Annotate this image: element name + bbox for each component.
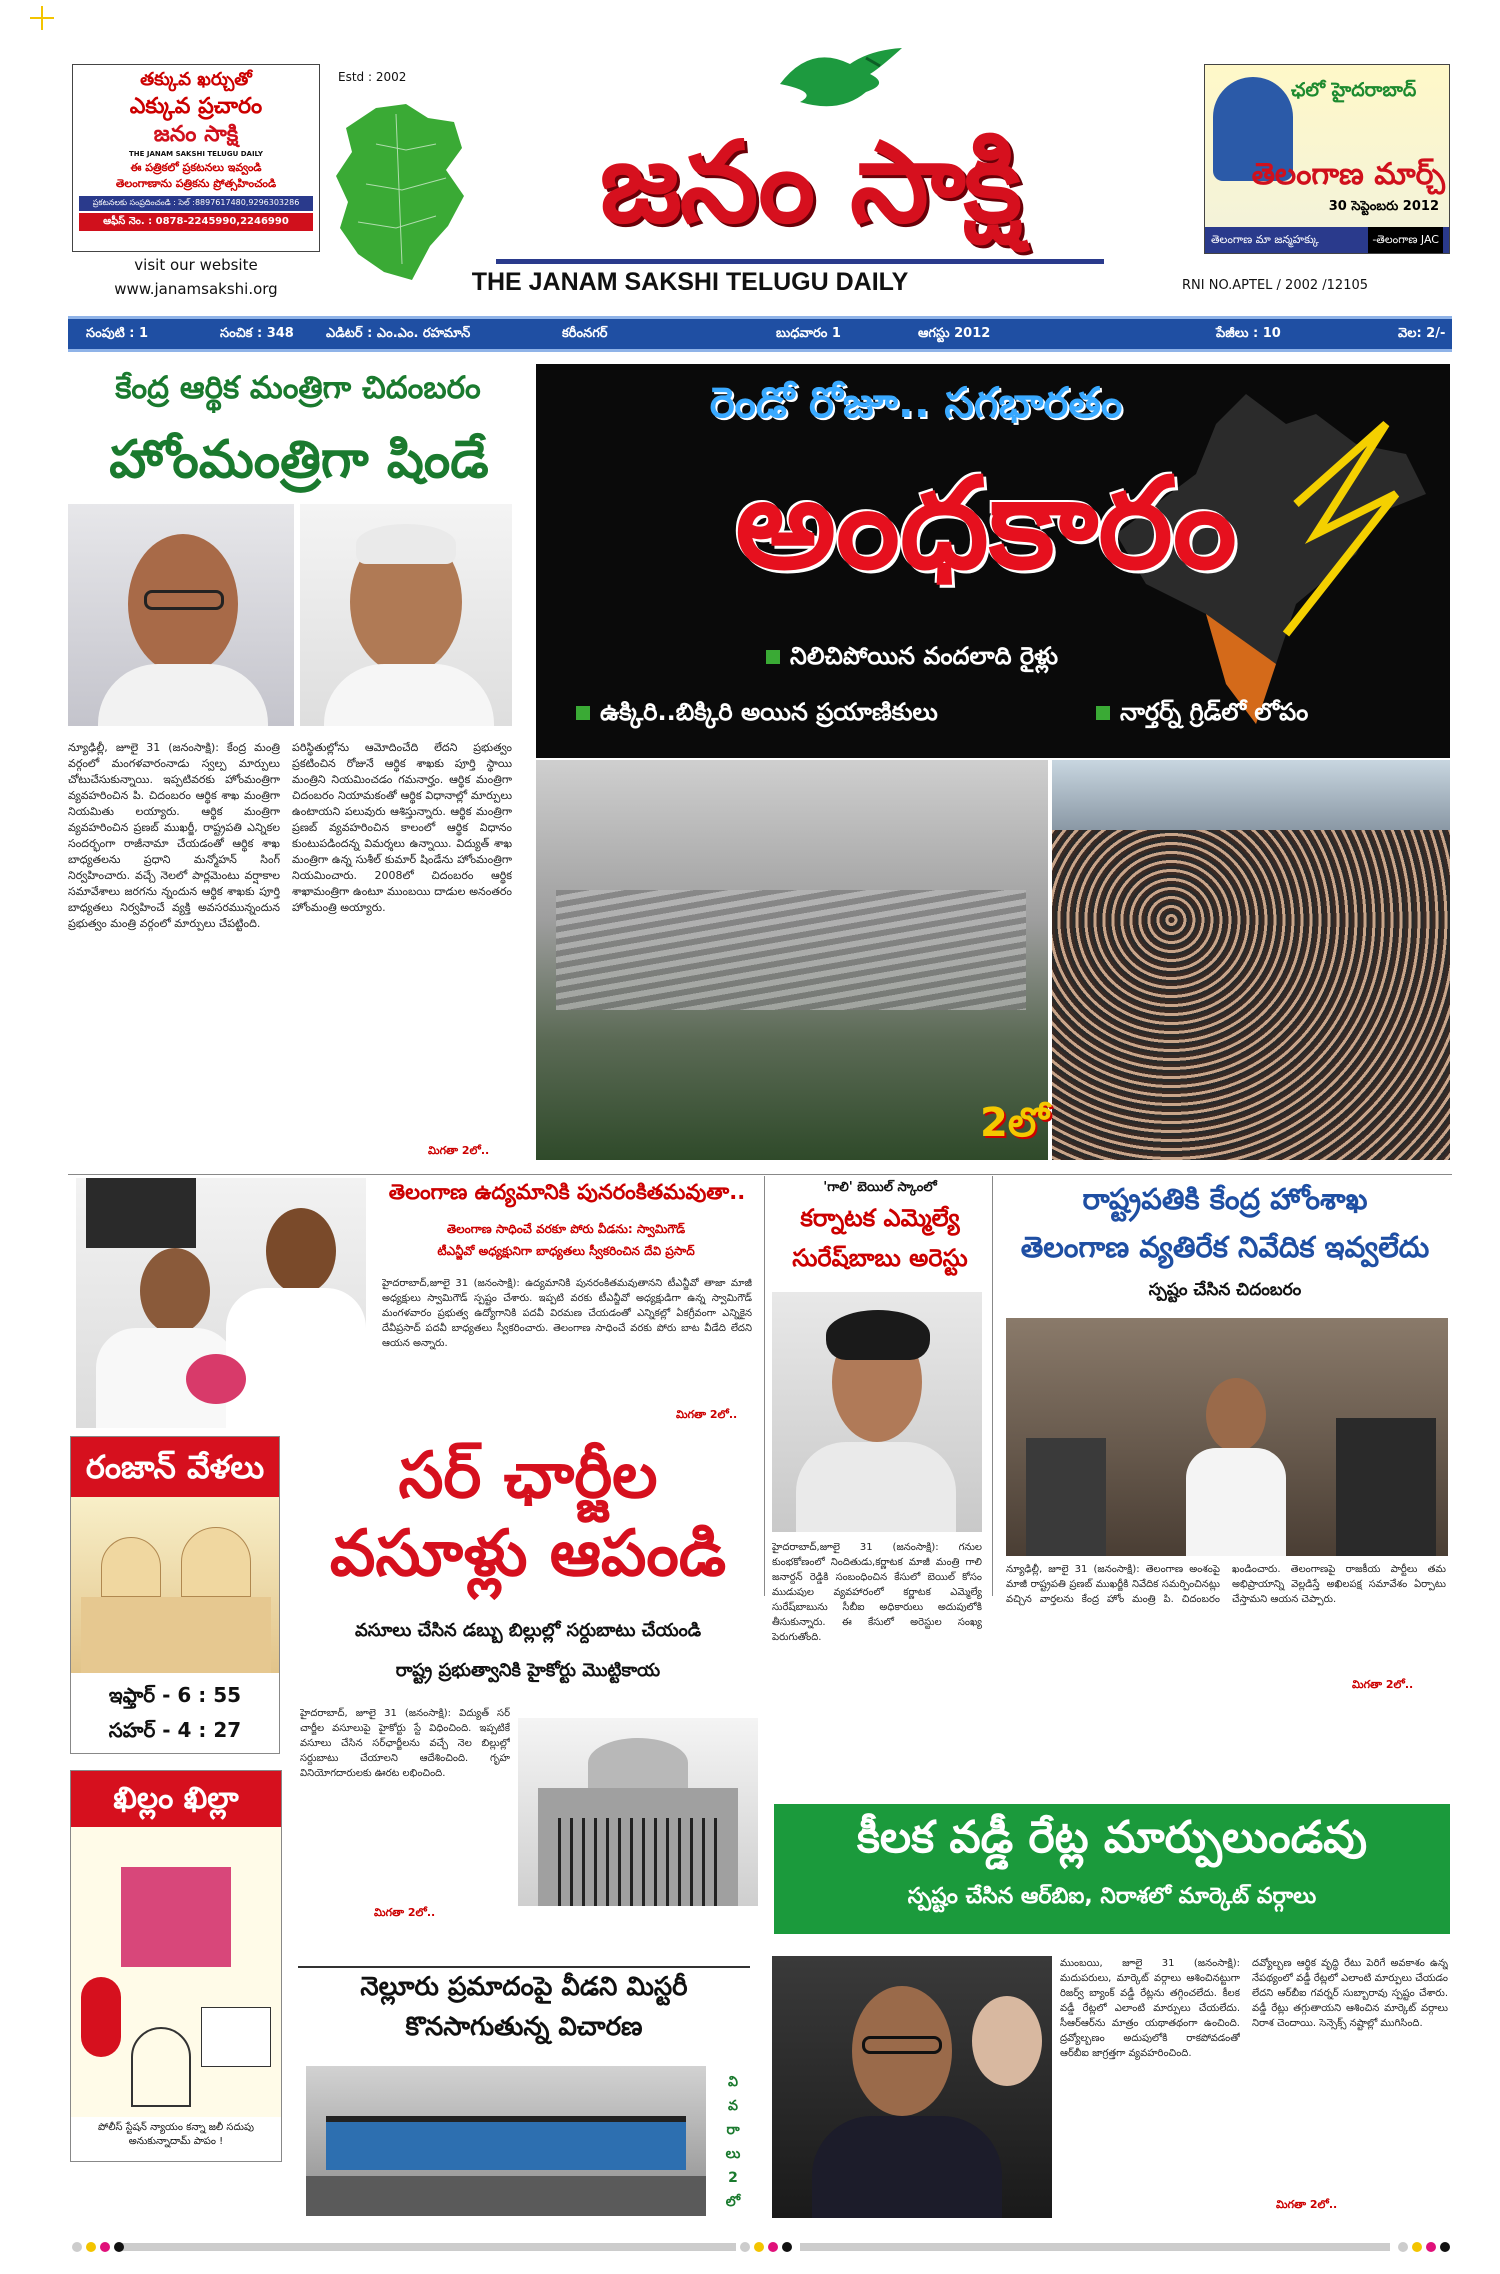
story-report-continued-link[interactable]: మిగతా 2లో.. [1352,1678,1414,1691]
story-rbi-banner [774,1804,1450,1934]
story-report-headline1: రాష్ట్రపతికి కేంద్ర హోంశాఖ [1082,1182,1368,1216]
side-label: రా [726,2122,740,2138]
story-surcharge-continued-link[interactable]: మిగతా 2లో.. [374,1906,436,1919]
side-label: 2 [728,2170,738,2186]
story-power-bullet-3 [1096,698,1308,732]
ad-footer: తెలంగాణ మా జన్మహక్కు [1211,233,1319,246]
registration-dot [782,2242,792,2252]
story-report-headline2: తెలంగాణ వ్యతిరేక నివేదిక ఇవ్వలేదు [1020,1230,1430,1264]
side-label: లు [725,2146,741,2162]
photo-subbarao [772,1956,1052,2218]
photo-chidambaram [68,504,294,726]
newspaper-subtitle: THE JANAM SAKSHI TELUGU DAILY [471,268,909,296]
photo-chidambaram-media [1006,1318,1448,1556]
right-advertisement [1204,64,1450,254]
photo-station-crowd [1052,760,1450,1160]
ad-line: ఛలో హైదరాబాద్ [1291,79,1417,101]
story-rbi-sub: స్పష్టం చేసిన ఆర్‌బిఐ, నిరాశలో మార్కెట్‌ వర్గాలు [907,1884,1317,1909]
story-power-headline: అంధకారం [735,450,1237,597]
column-divider [992,1176,993,1596]
bottom-rule-left [116,2243,736,2251]
story-home-body-col2: పరిస్థితుల్లోను ఆమోదించేది లేదని ప్రభుత్వం ప్రకటించిన రోజునే ఆర్థిక శాఖకు పూర్తి స్థాయి మంత్రిని నియమించడం గమనార్హం. ఆర్థిక మంత్రిగా చిదంబరం నియామకంతో ఆర్థిక విధానాల్లో మార్పులు ఉంటాయని పలువురు ఆశిస్తున్నారు. ఆర్థిక మంత్రిగా ప్రణబ్‌ వ్యవహరించిన కాలంలో ఆర్థిక విధానం కుంటుపడిందన్న విమర్శలు ఉన్నాయి. విద్యుత్‌ శాఖ మంత్రిగా ఉన్న సుశీల్‌ కుమార్‌ షిండేను హోంమంత్రిగా నియమించారు. 2008లో చిదంబరం ఆర్థిక శాఖామంత్రిగా ఉంటూ ముంబయి దాడుల అనంతరం హోంమంత్రి అయ్యారు. [292,741,512,914]
registration-dot [1440,2242,1450,2252]
ad-line: తెలంగాణాను పత్రికను ప్రోత్సహించండి [115,177,277,190]
ad-brand: జనం సాక్షి [153,122,239,147]
rni-number: RNI NO.APTEL / 2002 /12105 [1182,278,1369,293]
column-divider [764,1176,765,1596]
registration-dot [1398,2242,1408,2252]
ad-date: 30 సెప్టెంబరు 2012 [1328,199,1439,214]
website-label: visit our website [134,256,258,274]
story-surcharge-sub1: వసూలు చేసిన డబ్బు బిల్లుల్లో సర్దుబాటు చేయండి [354,1620,702,1641]
bullet-text: ఉక్కిరి..బిక్కిరి అయిన ప్రయాణికులు [600,698,938,726]
story-karnataka-headline1: కర్నాటక ఎమ్మెల్యే [800,1204,960,1232]
ramzan-timings-box [70,1436,280,1754]
ad-line: తక్కువ ఖర్చుతో [140,69,252,90]
story-report-sub: స్పష్టం చేసిన చిదంబరం [1148,1280,1302,1300]
website-link[interactable]: www.janamsakshi.org [114,280,278,298]
cartoon-image [71,1827,281,2117]
story-surcharge-body: హైదరాబాద్‌, జూలై 31 (జనంసాక్షి): విద్యుత్‌ సర్‌ చార్జీల వసూలుపై హైకోర్టు స్టే విధించింది. ఇప్పటికే వసూలు చేసిన సర్‌ఛార్జీలను వచ్చే నెల బిల్లుల్లో సర్దుబాటు చేయాలని ఆదేశించింది. గృహ వినియోగదారులకు ఊరట లభించింది. [300,1708,510,1779]
ad-footer-bar [1205,227,1449,253]
logo-underline [496,259,1104,264]
story-rbi-headline: కీలక వడ్డీ రేట్ల మార్పులుండవు [856,1812,1368,1863]
pages-label: పేజీలు : 10 [1216,326,1281,341]
story-home-body-col1: న్యూఢిల్లీ, జూలై 31 (జనంసాక్షి): కేంద్ర మంత్రి వర్గంలో మంగళవారంనాడు స్వల్ప మార్పులు చోటుచేసుకున్నాయి. ఇప్పటివరకు హోంమంత్రిగా వ్యవహరించిన పి. చిదంబరం ఆర్థిక శాఖ మంత్రిగా నియమితు లయ్యారు. ఆర్థిక మంత్రిగా వ్యవహరించిన ప్రణబ్‌ ముఖర్జీ, రాష్ట్రపతి ఎన్నికల సందర్భంగా రాజీనామా చేయడంతో ఆర్థిక శాఖ బాధ్యతలను ప్రధాని మన్మోహన్‌ సింగ్‌ నిర్వహించారు. వచ్చే నెలలో పార్లమెంటు వర్షాకాల సమావేశాలు జరగను న్నందున ఆర్థిక శాఖకు పూర్తి బాధ్యతలు నిర్వహించే వ్యక్తి అవసరమున్నందున ప్రభుత్వం మంత్రి వర్గంలో మార్పులు చేపట్టింది. [68,741,280,930]
story-report-body: న్యూఢిల్లీ, జూలై 31 (జనంసాక్షి): తెలంగాణ అంశంపై మాజీ రాష్ట్రపతి ప్రణబ్‌ ముఖర్జీకి నివేదిక సమర్పించినట్లు వచ్చిన వార్తలను కేంద్ర హోం మంత్రి పి. చిదంబరం ఖండించారు. తెలంగాణపై రాజకీయ పార్టీలు తమ అభిప్రాయాన్ని వెల్లడిస్తే అఖిలపక్ష సమావేశం ఏర్పాటు చేస్తామని ఆయన చెప్పారు. [1006,1564,1446,1605]
left-advertisement [72,64,320,252]
story-karnataka-headline2: సురేష్‌బాబు అరెస్టు [792,1244,968,1272]
ad-jac: -తెలంగాణ JAC [1368,227,1443,253]
story-rbi-body-col1: ముంబయి, జూలై 31 (జనంసాక్షి): మదుపరులు, మార్కెట్‌ వర్గాలు ఆశించినట్టుగా రిజర్వ్‌ బ్యాంక్‌ వడ్డీ రేట్లను తగ్గించలేదు. కీలక వడ్డీ రేట్లలో ఎలాంటి మార్పులు చేయలేదు. సీఆర్‌ఆర్‌ను మాత్రం యథాతథంగా ఉంచింది. ద్రవ్యోల్బణం అదుపులోకి రాకపోవడంతో ఆర్‌బీఐ జాగ్రత్తగా వ్యవహరించింది. [1060,1958,1240,2059]
registration-dot [768,2242,778,2252]
photo-railway-yard [536,760,1048,1160]
story-surcharge-headline1: సర్ ఛార్జీల [398,1439,658,1513]
story-karnataka-body: హైదరాబాద్‌,జూలై 31 (జనంసాక్షి): గనుల కుంభకోణంలో నిందితుడు,కర్ణాటక మాజీ మంత్రి గాలి జనార్దన్‌ రెడ్డికి సంబంధించిన కేసులో బెయిల్‌ కోసం ముడుపుల వ్యవహారంలో కర్ణాటక ఎమ్మెల్యే సురేష్‌బాబును సీబీఐ అధికారులు అదుపులోకి తీసుకున్నారు. ఈ కేసులో అరెస్టుల సంఖ్య పెరుగుతోంది. [772,1542,982,1643]
story-power-bullet-1 [766,642,1058,676]
side-label: వ [728,2098,738,2114]
side-label: లో [725,2194,741,2210]
story-rbi-continued-link[interactable]: మిగతా 2లో.. [1276,2198,1338,2211]
editor-label: ఎడిటర్ : ఎం.ఎం. రహమాన్ [326,326,471,341]
issue-label: సంచిక : 348 [220,326,294,341]
photo-train-fire [306,2066,706,2216]
registration-mark [30,6,54,30]
bullet-text: నిలిచిపోయిన వందలాది రైళ్లు [790,642,1059,670]
registration-dot [754,2242,764,2252]
ramzan-title: రంజాన్ వేళలు [71,1437,279,1497]
ad-brand-sub: THE JANAM SAKSHI TELUGU DAILY [129,150,263,158]
cartoon-caption: పోలీస్‌ స్టేషన్‌ న్యాయం కన్నా జలీ సదుపు [98,2122,254,2133]
story-nellore-headline1: నెల్లూరు ప్రమాదంపై వీడని మిస్టరీ [298,1966,750,2008]
ad-contact: ప్రకటనలకు సంప్రదించండి : సెల్ :8897617480,9296303286 [79,196,313,211]
registration-dot [1426,2242,1436,2252]
power-story-banner [536,364,1450,758]
registration-dot [72,2242,82,2252]
story-telangana-continued-link[interactable]: మిగతా 2లో.. [676,1408,738,1421]
cartoon-box [70,1770,282,2162]
newspaper-logo: జనం సాక్షి [599,118,1021,248]
ad-line: ఈ పత్రికలో ప్రకటనలు ఇవ్వండి [130,161,262,174]
registration-dot [86,2242,96,2252]
cartoon-caption: అనుకున్నాదామ్‌ పాపం ! [128,2136,224,2147]
story-power-page-ref[interactable]: 2లో [980,1100,1049,1146]
story-telangana-sub2: టీఎన్జీవో అధ్యక్షునిగా బాధ్యతలు స్వీకరించిన దేవి ప్రసాద్‌ [437,1244,695,1258]
ad-line: ఎక్కువ ప్రచారం [129,94,263,119]
date-label: ఆగస్టు 2012 [918,326,991,341]
story-home-continued-link[interactable]: మిగతా 2లో.. [428,1144,490,1157]
story-surcharge-headline2: వసూళ్లు ఆపండి [329,1517,727,1591]
divider [68,1174,1452,1175]
story-telangana-headline: తెలంగాణ ఉద్యమానికి పునరంకితమవుతా.. [388,1180,746,1204]
registration-dot [100,2242,110,2252]
story-nellore-side[interactable] [722,2070,744,2214]
day-label: బుధవారం 1 [776,326,841,341]
story-karnataka-kicker: 'గాలి' బెయిల్‌ స్కాంలో [823,1180,937,1195]
story-rbi-body-col2: దవ్యోల్బణ ఆర్థిక వృద్ధి రేటు పెరిగే అవకాశం ఉన్న నేపథ్యంలో వడ్డీ రేట్లలో ఎలాంటి మార్పులు చేయడం లేదని ఆర్‌బీఐ గవర్నర్‌ సుబ్బారావు స్పష్టం చేశారు. వడ్డీ రేట్లు తగ్గుతాయని ఆశించిన మార్కెట్‌ వర్గాలు నిరాశ చెందాయి. సెన్సెక్స్‌ నష్టాల్లో ముగిసింది. [1252,1958,1448,2029]
registration-dot [114,2242,124,2252]
ad-office: ఆఫీస్ నెం. : 0878-2245990,2246990 [79,213,313,231]
story-surcharge-sub2: రాష్ట్ర ప్రభుత్వానికి హైకోర్టు మొట్టికాయ [395,1660,661,1681]
photo-suresh-babu [772,1292,982,1532]
registration-dot [1412,2242,1422,2252]
volume-label: సంపుటి : 1 [86,326,149,341]
place-label: కరీంనగర్ [562,326,608,341]
cartoon-title: ఖిల్లం ఖిల్లా [71,1771,281,1827]
story-telangana-sub1: తెలంగాణ సాధించే వరకూ పోరు వీడను: స్వామిగౌడ్‌ [446,1222,686,1236]
info-bar [68,316,1452,352]
story-home-headline: హోంమంత్రిగా షిండే [109,430,489,490]
sahar-time: సహర్ - 4 : 27 [108,1718,242,1742]
estd-label: Estd : 2002 [338,70,407,84]
story-power-bullet-2 [576,698,938,732]
ad-headline: తెలంగాణ మార్చ్ [1251,157,1445,192]
mosque-image [71,1497,279,1673]
story-home-kicker: కేంద్ర ఆర్థిక మంత్రిగా చిదంబరం [115,370,481,406]
price-label: వెల: 2/- [1398,326,1446,341]
side-label: వి [728,2074,738,2090]
photo-swamy-goud [76,1178,366,1428]
story-nellore-headline2: కొనసాగుతున్న విచారణ [405,2012,643,2042]
iftar-time: ఇఫ్తార్ - 6 : 55 [108,1683,242,1707]
photo-high-court [518,1718,758,1906]
bottom-rule-right [800,2243,1390,2251]
photo-shinde [300,504,512,726]
registration-dot [740,2242,750,2252]
telangana-map-icon [336,104,468,284]
story-power-kicker: రెండో రోజూ.. సగభారతం [709,378,1123,427]
bullet-text: నార్తర్న్‌ గ్రిడ్‌లో లోపం [1120,698,1309,726]
story-telangana-body: హైదరాబాద్‌,జూలై 31 (జనంసాక్షి): ఉద్యమానికి పునరంకితమవుతానని టీఎన్జీవో తాజా మాజీ అధ్యక్షులు స్వామిగౌడ్‌ స్పష్టం చేశారు. ఇప్పటి వరకు టీఎన్జీవో అధ్యక్షుడిగా ఉన్న స్వామిగౌడ్‌ మంగళవారం ప్రభుత్వ ఉద్యోగానికి పదవీ విరమణ చేయడంతో ఎన్నికల్లో ఏకగ్రీవంగా ఎన్నికైన దేవీప్రసాద్‌ పదవీ బాధ్యతలు స్వీకరించారు. తెలంగాణ సాధించే వరకు పోరు బాట వీడేది లేదని ఆయన అన్నారు. [382,1278,752,1349]
